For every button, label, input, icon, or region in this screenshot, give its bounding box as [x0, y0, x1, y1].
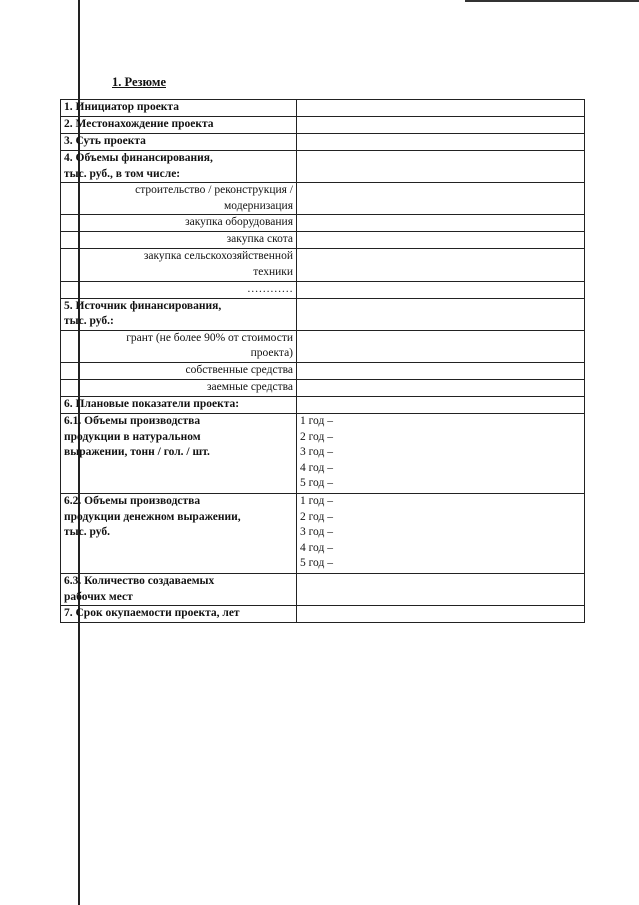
year-entry: 3 год – [300, 526, 333, 539]
row-label-own-funds: собственные средства [61, 362, 297, 379]
table-row [61, 215, 585, 232]
table-row [61, 396, 585, 413]
row-value-production-monetary [297, 493, 585, 573]
table-row [61, 117, 585, 134]
row-label-planned-indicators: 6. Плановые показатели проекта: [61, 396, 297, 413]
row-value-production-natural [297, 413, 585, 493]
row-label-initiator: 1. Инициатор проекта [61, 100, 297, 117]
row-label-borrowed-funds: заемные средства [61, 379, 297, 396]
row-value-payback [297, 606, 585, 623]
row-label-line: 6.2. Объемы производства [64, 494, 201, 507]
row-label-line: тыс. руб.: [64, 315, 114, 328]
year-entry: 4 год – [300, 461, 333, 474]
row-label-line: грант (не более 90% от стоимости [126, 331, 293, 344]
row-label-production-monetary [61, 493, 297, 573]
table-row [61, 100, 585, 117]
scan-artifact-top-edge [465, 0, 639, 2]
row-label-payback: 7. Срок окупаемости проекта, лет [61, 606, 297, 623]
row-label-line: тыс. руб., в том числе: [64, 167, 181, 180]
row-label-line: 6.1. Объемы производства [64, 414, 201, 427]
row-value-livestock [297, 232, 585, 249]
year-entry: 1 год – [300, 414, 333, 427]
row-value-construction [297, 183, 585, 215]
row-value-financing-source [297, 298, 585, 330]
row-label-line: тыс. руб. [64, 526, 110, 539]
table-row [61, 606, 585, 623]
row-label-grant [61, 330, 297, 362]
row-label-line: 5. Источник финансирования, [64, 299, 222, 312]
row-value-ellipsis [297, 281, 585, 298]
row-label-line: 6.3. Количество создаваемых [64, 574, 215, 587]
table-row [61, 151, 585, 183]
row-value-borrowed-funds [297, 379, 585, 396]
table-row [61, 298, 585, 330]
row-value-grant [297, 330, 585, 362]
row-label-machinery [61, 249, 297, 281]
row-label-line: рабочих мест [64, 590, 133, 603]
section-title: 1. Резюме [112, 75, 166, 89]
table-row [61, 134, 585, 151]
table-row [61, 573, 585, 605]
row-value-planned-indicators [297, 396, 585, 413]
row-label-line: продукции денежном выражении, [64, 510, 241, 523]
row-value-essence [297, 134, 585, 151]
row-label-line: модернизация [224, 199, 293, 212]
year-entry: 2 год – [300, 510, 333, 523]
table-row [61, 362, 585, 379]
row-label-line: проекта) [250, 347, 293, 360]
table-row [61, 379, 585, 396]
row-value-equipment [297, 215, 585, 232]
row-label-financing-volume [61, 151, 297, 183]
row-label-production-natural [61, 413, 297, 493]
row-label-financing-source [61, 298, 297, 330]
year-entry: 2 год – [300, 430, 333, 443]
table-row [61, 330, 585, 362]
table-row [61, 493, 585, 573]
year-entry: 1 год – [300, 494, 333, 507]
table-row [61, 183, 585, 215]
row-label-ellipsis: ………… [61, 281, 297, 298]
year-entry: 3 год – [300, 446, 333, 459]
row-label-line: выражении, тонн / гол. / шт. [64, 446, 210, 459]
resume-table [60, 99, 585, 623]
year-entry: 5 год – [300, 557, 333, 570]
row-value-machinery [297, 249, 585, 281]
row-label-line: 4. Объемы финансирования, [64, 152, 213, 164]
row-label-location: 2. Местонахождение проекта [61, 117, 297, 134]
row-value-financing-volume [297, 151, 585, 183]
table-row [61, 249, 585, 281]
row-label-jobs [61, 573, 297, 605]
row-label-line: техники [253, 265, 293, 278]
row-label-construction [61, 183, 297, 215]
row-label-line: закупка сельскохозяйственной [143, 250, 293, 263]
row-label-line: продукции в натуральном [64, 430, 201, 443]
row-value-own-funds [297, 362, 585, 379]
row-value-jobs [297, 573, 585, 605]
table-row [61, 232, 585, 249]
year-entry: 5 год – [300, 477, 333, 490]
year-entry: 4 год – [300, 541, 333, 554]
row-label-equipment: закупка оборудования [61, 215, 297, 232]
row-label-livestock: закупка скота [61, 232, 297, 249]
row-label-essence: 3. Суть проекта [61, 134, 297, 151]
table-row [61, 281, 585, 298]
row-value-location [297, 117, 585, 134]
row-value-initiator [297, 100, 585, 117]
row-label-line: строительство / реконструкция / [135, 184, 293, 197]
table-row [61, 413, 585, 493]
